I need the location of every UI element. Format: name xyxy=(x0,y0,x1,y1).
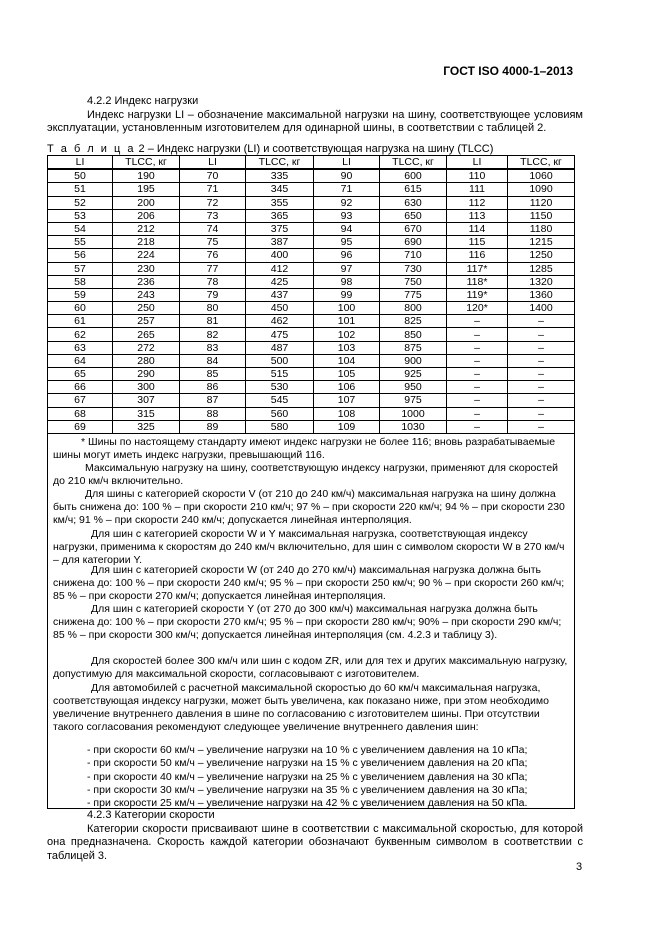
note-paragraph: Для шин с категорией скорости Y (от 270 до 300 км/ч) максимальная нагрузка должна быть снижена до: 100 % – при скорости 270 км/ч; 95 % – при скорости 280 км/ч; 90% – при скорости 290 км/ч; 85 % – при скорости 300 км/ч; допускается линейная интерполяция (см. 4.2.3 и таблицу 3). xyxy=(53,603,562,642)
table-cell: 450 xyxy=(246,302,314,315)
table-cell: 84 xyxy=(180,354,246,367)
table-cell: 101 xyxy=(314,315,380,328)
table-cell: – xyxy=(447,381,508,394)
table-cell: 100 xyxy=(314,302,380,315)
column-header: TLCC, кг xyxy=(113,156,180,170)
list-item: - при скорости 30 км/ч – увеличение нагрузки на 35 % с увеличением давления на 30 кПа; xyxy=(87,783,528,796)
table-cell: 400 xyxy=(246,249,314,262)
column-header: LI xyxy=(180,156,246,170)
table-cell: 250 xyxy=(113,302,180,315)
section-422-paragraph: Индекс нагрузки LI – обозначение максимальной нагрузки на шину, соответствующее условиям эксплуатации, установленным изготовителем для одинарной шины, в соответствии с таблицей 2. xyxy=(47,109,583,135)
table-row xyxy=(48,222,575,235)
table-cell: 67 xyxy=(48,394,113,407)
column-header: TLCC, кг xyxy=(508,156,575,170)
table-cell: 56 xyxy=(48,249,113,262)
table-header-row xyxy=(48,156,575,170)
table-cell: 670 xyxy=(380,222,447,235)
table-row xyxy=(48,288,575,301)
table-cell: 515 xyxy=(246,368,314,381)
table-cell: 730 xyxy=(380,262,447,275)
table-cell: 1215 xyxy=(508,236,575,249)
table-cell: 530 xyxy=(246,381,314,394)
table-cell: 71 xyxy=(180,183,246,196)
table-cell: – xyxy=(508,328,575,341)
table-cell: 80 xyxy=(180,302,246,315)
table-cell: 1250 xyxy=(508,249,575,262)
note-paragraph: Для шины с категорией скорости V (от 210 до 240 км/ч) максимальная нагрузка на шину должна быть снижена до: 100 % – при скорости 210 км/ч; 97 % – при скорости 220 км/ч; 94 % – при скорости 230 км/ч; 91 % – при скорости 240 км/ч; допускается линейная интерполяция. xyxy=(53,488,565,527)
table-row xyxy=(48,381,575,394)
table-cell: 280 xyxy=(113,354,180,367)
table-cell: 630 xyxy=(380,196,447,209)
table-cell: 387 xyxy=(246,236,314,249)
note-paragraph: Для шин с категорией скорости W и Y максимальная нагрузка, соответствующая индексу нагрузки, применима к скоростям до 240 км/ч включительно, для шин с символом скорости W в 270 км/ч – для категории Y. xyxy=(53,528,565,567)
table-cell: 355 xyxy=(246,196,314,209)
table-cell: – xyxy=(508,420,575,433)
note-paragraph: Для автомобилей с расчетной максимальной скоростью до 60 км/ч максимальная нагрузка, соответствующая индексу нагрузки, может быть увеличена, как показано ниже, при этом необходимо увеличение внутреннего давления в шине по согласованию с изготовителем шины. При отсутствии такого согласования рекомендуют следующее увеличение внутреннего давления шин: xyxy=(53,682,549,734)
table-cell: 212 xyxy=(113,222,180,235)
table-cell: 200 xyxy=(113,196,180,209)
table-cell: 462 xyxy=(246,315,314,328)
column-header: TLCC, кг xyxy=(380,156,447,170)
table-cell: 108 xyxy=(314,407,380,420)
table-cell: 243 xyxy=(113,288,180,301)
table-cell: 73 xyxy=(180,209,246,222)
table-cell: 117* xyxy=(447,262,508,275)
table-cell: 710 xyxy=(380,249,447,262)
table-cell: 230 xyxy=(113,262,180,275)
table-cell: 1150 xyxy=(508,209,575,222)
table-cell: – xyxy=(447,394,508,407)
table-cell: 800 xyxy=(380,302,447,315)
table-row xyxy=(48,354,575,367)
table-cell: 95 xyxy=(314,236,380,249)
table-cell: 545 xyxy=(246,394,314,407)
table-cell: 94 xyxy=(314,222,380,235)
table-cell: 425 xyxy=(246,275,314,288)
table-cell: 83 xyxy=(180,341,246,354)
table-cell: 412 xyxy=(246,262,314,275)
table-cell: 105 xyxy=(314,368,380,381)
table-cell: 560 xyxy=(246,407,314,420)
table-cell: 900 xyxy=(380,354,447,367)
table-cell: 76 xyxy=(180,249,246,262)
table-cell: 104 xyxy=(314,354,380,367)
table-cell: – xyxy=(447,407,508,420)
table-caption: Т а б л и ц а 2 – Индекс нагрузки (LI) и соответствующая нагрузка на шину (TLCC) xyxy=(47,143,494,155)
column-header: LI xyxy=(48,156,113,170)
table-cell: 81 xyxy=(180,315,246,328)
table-cell: 107 xyxy=(314,394,380,407)
table-cell: – xyxy=(447,354,508,367)
table-row xyxy=(48,368,575,381)
table-cell: 70 xyxy=(180,169,246,183)
table-cell: 97 xyxy=(314,262,380,275)
table-cell: 112 xyxy=(447,196,508,209)
table-cell: 925 xyxy=(380,368,447,381)
table-cell: 55 xyxy=(48,236,113,249)
table-cell: 85 xyxy=(180,368,246,381)
table-cell: 114 xyxy=(447,222,508,235)
table-cell: 72 xyxy=(180,196,246,209)
table-cell: 1030 xyxy=(380,420,447,433)
table-row xyxy=(48,196,575,209)
load-index-table xyxy=(47,155,575,434)
table-row xyxy=(48,328,575,341)
table-cell: 775 xyxy=(380,288,447,301)
column-header: LI xyxy=(314,156,380,170)
table-cell: 475 xyxy=(246,328,314,341)
table-cell: 74 xyxy=(180,222,246,235)
table-cell: 437 xyxy=(246,288,314,301)
table-row xyxy=(48,275,575,288)
table-cell: 1180 xyxy=(508,222,575,235)
table-cell: 68 xyxy=(48,407,113,420)
table-cell: 487 xyxy=(246,341,314,354)
table-cell: 96 xyxy=(314,249,380,262)
table-cell: 975 xyxy=(380,394,447,407)
table-cell: – xyxy=(508,341,575,354)
standard-header: ГОСТ ISO 4000-1–2013 xyxy=(443,64,573,78)
table-cell: 272 xyxy=(113,341,180,354)
table-cell: – xyxy=(447,315,508,328)
table-cell: 1090 xyxy=(508,183,575,196)
table-row xyxy=(48,262,575,275)
table-cell: 236 xyxy=(113,275,180,288)
table-cell: 850 xyxy=(380,328,447,341)
list-item: - при скорости 25 км/ч – увеличение нагрузки на 42 % с увеличением давления на 50 кПа. xyxy=(87,797,528,810)
table-cell: 290 xyxy=(113,368,180,381)
table-cell: 300 xyxy=(113,381,180,394)
table-cell: – xyxy=(447,420,508,433)
table-cell: 115 xyxy=(447,236,508,249)
table-cell: 224 xyxy=(113,249,180,262)
table-cell: 116 xyxy=(447,249,508,262)
table-cell: 375 xyxy=(246,222,314,235)
table-cell: 190 xyxy=(113,169,180,183)
table-cell: 75 xyxy=(180,236,246,249)
table-cell: 53 xyxy=(48,209,113,222)
list-item: - при скорости 40 км/ч – увеличение нагрузки на 25 % с увеличением давления на 30 кПа; xyxy=(87,770,528,783)
table-cell: 825 xyxy=(380,315,447,328)
table-cell: 615 xyxy=(380,183,447,196)
table-cell: 66 xyxy=(48,381,113,394)
table-row xyxy=(48,249,575,262)
table-cell: 63 xyxy=(48,341,113,354)
table-cell: 875 xyxy=(380,341,447,354)
table-cell: 580 xyxy=(246,420,314,433)
table-cell: 750 xyxy=(380,275,447,288)
table-cell: 365 xyxy=(246,209,314,222)
table-row xyxy=(48,183,575,196)
table-row xyxy=(48,209,575,222)
table-cell: 103 xyxy=(314,341,380,354)
table-cell: – xyxy=(447,368,508,381)
list-item: - при скорости 60 км/ч – увеличение нагрузки на 10 % с увеличением давления на 10 кПа; xyxy=(87,744,528,756)
section-423-paragraph: Категории скорости присваивают шине в соответствии с максимальной скоростью, для которой она предназначена. Скорость каждой категории обозначают буквенным символом в соответствии с таблицей 3. xyxy=(47,823,583,862)
table-cell: – xyxy=(447,341,508,354)
table-cell: 109 xyxy=(314,420,380,433)
table-cell: 1320 xyxy=(508,275,575,288)
table-cell: 99 xyxy=(314,288,380,301)
table-cell: 1000 xyxy=(380,407,447,420)
table-row xyxy=(48,302,575,315)
table-cell: 87 xyxy=(180,394,246,407)
table-cell: 61 xyxy=(48,315,113,328)
table-cell: 120* xyxy=(447,302,508,315)
table-cell: – xyxy=(508,315,575,328)
table-cell: 52 xyxy=(48,196,113,209)
section-423-heading: 4.2.3 Категории скорости xyxy=(87,809,215,821)
table-cell: 335 xyxy=(246,169,314,183)
table-cell: – xyxy=(508,381,575,394)
table-cell: 60 xyxy=(48,302,113,315)
table-cell: 600 xyxy=(380,169,447,183)
table-cell: 111 xyxy=(447,183,508,196)
table-cell: 345 xyxy=(246,183,314,196)
table-row xyxy=(48,341,575,354)
table-cell: – xyxy=(508,407,575,420)
table-cell: 206 xyxy=(113,209,180,222)
table-cell: 1285 xyxy=(508,262,575,275)
note-paragraph: Для шин с категорией скорости W (от 240 до 270 км/ч) максимальная нагрузка должна быть снижена до: 100 % – при скорости 240 км/ч; 95 % – при скорости 250 км/ч; 90 % – при скорости 260 км/ч; 85 % – при скорости 270 км/ч; допускается линейная интерполяция. xyxy=(53,564,565,603)
table-footnote: * Шины по настоящему стандарту имеют индекс нагрузки не более 116; вновь разрабатываемые шины могут иметь индекс нагрузки, превышающий 116. xyxy=(53,436,556,462)
table-cell: 65 xyxy=(48,368,113,381)
table-cell: 1360 xyxy=(508,288,575,301)
table-cell: 950 xyxy=(380,381,447,394)
table-cell: 89 xyxy=(180,420,246,433)
table-cell: 102 xyxy=(314,328,380,341)
table-row xyxy=(48,407,575,420)
table-cell: 218 xyxy=(113,236,180,249)
list-item: - при скорости 50 км/ч – увеличение нагрузки на 15 % с увеличением давления на 20 кПа; xyxy=(87,757,528,770)
note-paragraph: Максимальную нагрузку на шину, соответствующую индексу нагрузки, применяют для скоростей до 210 км/ч включительно. xyxy=(53,462,559,488)
column-header: TLCC, кг xyxy=(246,156,314,170)
table-cell: 119* xyxy=(447,288,508,301)
table-cell: 98 xyxy=(314,275,380,288)
table-cell: 1400 xyxy=(508,302,575,315)
table-cell: 92 xyxy=(314,196,380,209)
table-cell: 62 xyxy=(48,328,113,341)
table-cell: 50 xyxy=(48,169,113,183)
table-cell: 265 xyxy=(113,328,180,341)
table-cell: 307 xyxy=(113,394,180,407)
table-row xyxy=(48,315,575,328)
table-cell: 69 xyxy=(48,420,113,433)
table-cell: 315 xyxy=(113,407,180,420)
table-cell: 90 xyxy=(314,169,380,183)
table-cell: 57 xyxy=(48,262,113,275)
section-422-heading: 4.2.2 Индекс нагрузки xyxy=(87,95,199,107)
table-cell: 106 xyxy=(314,381,380,394)
table-cell: 79 xyxy=(180,288,246,301)
table-cell: 690 xyxy=(380,236,447,249)
table-cell: 500 xyxy=(246,354,314,367)
table-cell: 82 xyxy=(180,328,246,341)
table-cell: 77 xyxy=(180,262,246,275)
table-cell: 113 xyxy=(447,209,508,222)
column-header: LI xyxy=(447,156,508,170)
table-cell: 71 xyxy=(314,183,380,196)
table-cell: 195 xyxy=(113,183,180,196)
table-cell: – xyxy=(508,394,575,407)
table-cell: 78 xyxy=(180,275,246,288)
table-cell: – xyxy=(508,354,575,367)
table-cell: – xyxy=(447,328,508,341)
table-cell: 1060 xyxy=(508,169,575,183)
table-cell: 1120 xyxy=(508,196,575,209)
table-cell: – xyxy=(508,368,575,381)
table-cell: 64 xyxy=(48,354,113,367)
page-number: 3 xyxy=(576,861,583,873)
table-row xyxy=(48,394,575,407)
table-cell: 257 xyxy=(113,315,180,328)
table-cell: 54 xyxy=(48,222,113,235)
table-row xyxy=(48,169,575,183)
table-cell: 51 xyxy=(48,183,113,196)
table-row xyxy=(48,420,575,433)
table-cell: 93 xyxy=(314,209,380,222)
pressure-increase-list xyxy=(87,744,557,810)
table-cell: 58 xyxy=(48,275,113,288)
table-cell: 325 xyxy=(113,420,180,433)
table-cell: 650 xyxy=(380,209,447,222)
table-cell: 59 xyxy=(48,288,113,301)
note-paragraph: Для скоростей более 300 км/ч или шин с кодом ZR, или для тех и других максимальную нагрузку, допустимую для максимальной скорости, согласовывают с изготовителем. xyxy=(53,655,568,681)
table-cell: 118* xyxy=(447,275,508,288)
table-cell: 86 xyxy=(180,381,246,394)
table-row xyxy=(48,236,575,249)
table-cell: 110 xyxy=(447,169,508,183)
table-cell: 88 xyxy=(180,407,246,420)
